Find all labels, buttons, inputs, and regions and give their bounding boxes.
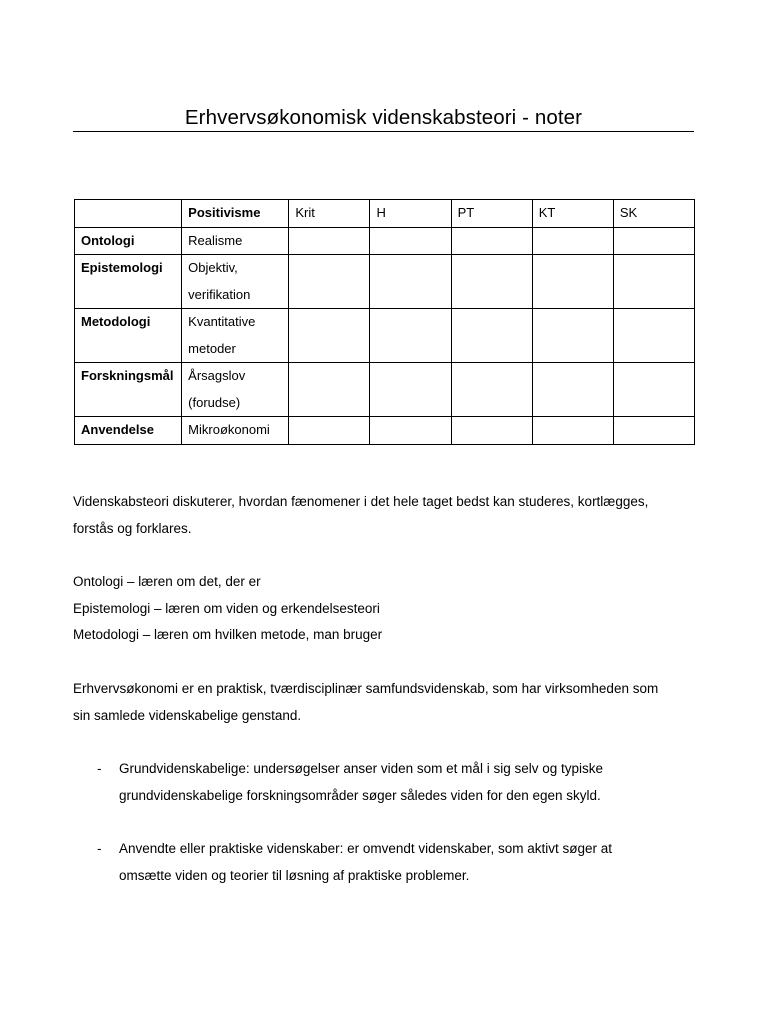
table-cell — [370, 363, 451, 417]
row-label: Anvendelse — [75, 417, 182, 445]
table-cell — [532, 255, 613, 309]
bullet-dash: - — [97, 841, 102, 856]
row-label: Ontologi — [75, 227, 182, 255]
page-title: Erhvervsøkonomisk videnskabsteori - noter — [184, 106, 583, 129]
cell-line: (forudse) — [188, 394, 241, 410]
intro-paragraph — [73, 489, 695, 542]
table-cell — [613, 309, 694, 363]
comparison-table — [74, 199, 695, 445]
table-header-row — [75, 200, 695, 228]
table-cell — [289, 417, 370, 445]
table-header-cell: SK — [613, 200, 694, 228]
bullet-item — [97, 756, 677, 809]
definition-line: Epistemologi – læren om viden og erkendelsesteori — [73, 600, 380, 616]
table-row — [75, 309, 695, 363]
table-header-cell: PT — [451, 200, 532, 228]
bullet-line: Grundvidenskabelige: undersøgelser anser viden som et mål i sig selv og typiske — [119, 761, 603, 776]
table-cell — [289, 255, 370, 309]
table-header-cell: Positivisme — [182, 200, 289, 228]
table-cell — [532, 363, 613, 417]
table-header-cell — [75, 200, 182, 228]
paragraph-line: forstås og forklares. — [73, 520, 192, 536]
table-cell — [370, 227, 451, 255]
table-cell — [289, 309, 370, 363]
definition-line: Ontologi – læren om det, der er — [73, 574, 261, 589]
table-cell — [370, 255, 451, 309]
table-row — [75, 363, 695, 417]
cell-line: Årsagslov — [188, 368, 246, 383]
title-underline — [73, 131, 694, 132]
bullet-dash: - — [97, 761, 102, 776]
row-label: Forskningsmål — [75, 363, 182, 417]
table-cell — [289, 227, 370, 255]
table-cell — [451, 363, 532, 417]
table-cell — [532, 417, 613, 445]
table-cell — [532, 309, 613, 363]
table-cell — [613, 227, 694, 255]
definition-line: Metodologi – læren om hvilken metode, man bruger — [73, 627, 383, 642]
table-cell — [182, 309, 289, 363]
table-cell — [451, 309, 532, 363]
table-cell — [613, 363, 694, 417]
table-row — [75, 417, 695, 445]
bullet-line: Anvendte eller praktiske videnskaber: er omvendt videnskaber, som aktivt søger at — [119, 841, 612, 856]
table-cell — [370, 417, 451, 445]
table-cell — [532, 227, 613, 255]
table-cell — [370, 309, 451, 363]
table-row — [75, 255, 695, 309]
cell-line: Objektiv, — [188, 260, 238, 275]
definitions-block — [73, 569, 695, 649]
paragraph-line: Erhvervsøkonomi er en praktisk, tværdisciplinær samfundsvidenskab, som har virksomheden som — [73, 681, 659, 696]
table-cell — [182, 255, 289, 309]
table-cell — [289, 363, 370, 417]
table-cell — [613, 417, 694, 445]
table-row — [75, 227, 695, 255]
cell-line: metoder — [188, 340, 236, 356]
row-label: Epistemologi — [75, 255, 182, 309]
table-header-cell: H — [370, 200, 451, 228]
paragraph-line: sin samlede videnskabelige genstand. — [73, 707, 302, 723]
table-header-cell: KT — [532, 200, 613, 228]
table-cell: Realisme — [182, 227, 289, 255]
cell-line: verifikation — [188, 286, 251, 302]
bullet-line: omsætte viden og teorier til løsning af praktiske problemer. — [119, 867, 470, 883]
table-cell: Mikroøkonomi — [182, 417, 289, 445]
table-cell — [182, 363, 289, 417]
cell-line: Kvantitative — [188, 314, 256, 329]
table-cell — [451, 417, 532, 445]
row-label: Metodologi — [75, 309, 182, 363]
bullet-item — [97, 836, 677, 889]
table-cell — [451, 255, 532, 309]
table-cell — [451, 227, 532, 255]
table-cell — [613, 255, 694, 309]
table-header-cell: Krit — [289, 200, 370, 228]
bullet-line: grundvidenskabelige forskningsområder søger således viden for den egen skyld. — [119, 787, 601, 803]
business-paragraph — [73, 676, 695, 729]
paragraph-line: Videnskabsteori diskuterer, hvordan fænomener i det hele taget bedst kan studeres, kortlægges, — [73, 494, 649, 509]
